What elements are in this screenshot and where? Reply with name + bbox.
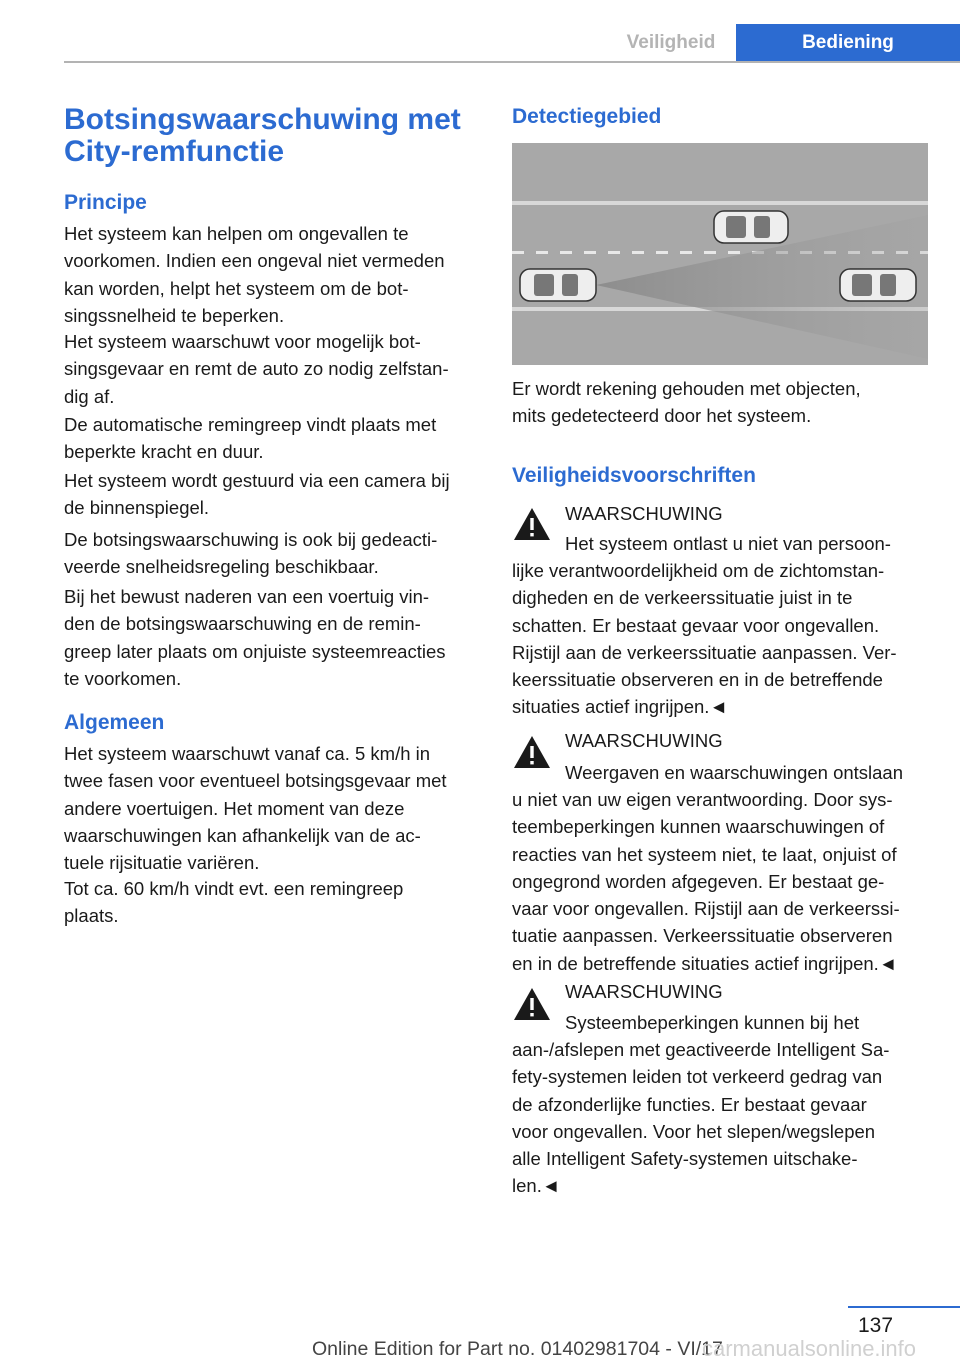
text-line: Bij het bewust naderen van een voertuig vin- xyxy=(64,586,430,607)
text-line: plaats. xyxy=(64,905,119,927)
header-divider xyxy=(64,61,960,63)
text-line: veerde snelheidsregeling beschikbaar. xyxy=(64,556,379,578)
text-line: digheden en de verkeerssituatie juist in te xyxy=(512,587,853,609)
paragraph-2 xyxy=(64,328,449,410)
warning-body xyxy=(512,557,897,721)
text-line: Tot ca. 60 km/h vindt evt. een remingreep xyxy=(64,878,404,899)
paragraph-algemeen-2 xyxy=(64,875,403,930)
text-line: Het systeem wordt gestuurd via een camera bij xyxy=(64,470,450,491)
text-line: Het systeem kan helpen om ongevallen te xyxy=(64,223,409,244)
text-line: beperkte kracht en duur. xyxy=(64,441,264,463)
text-line: en in de betreffende situaties actief ingrijpen.◄ xyxy=(512,952,898,974)
text-line: situaties actief ingrijpen.◄ xyxy=(512,696,728,718)
text-line: u niet van uw eigen verantwoording. Door sys- xyxy=(512,789,893,810)
edition-line: Online Edition for Part no. 01402981704 - VI/17 xyxy=(312,1338,723,1360)
text-line: andere voertuigen. Het moment van deze xyxy=(64,797,405,819)
page-header xyxy=(0,0,960,62)
paragraph-3 xyxy=(64,411,436,466)
footer-divider xyxy=(848,1306,960,1308)
section-tab-bediening[interactable]: Bediening xyxy=(736,24,960,62)
warning-title: WAARSCHUWING xyxy=(565,503,723,524)
text-line: tuele rijsituatie variëren. xyxy=(64,852,260,874)
warning-first-line: Weergaven en waarschuwingen ontslaan xyxy=(565,762,904,783)
text-line: reacties van het systeem niet, te laat, onjuist of xyxy=(512,843,897,865)
warning-title: WAARSCHUWING xyxy=(565,981,723,1002)
text-line: alle Intelligent Safety-systemen uitschake- xyxy=(512,1148,858,1170)
page-number: 137 xyxy=(858,1314,894,1337)
heading-algemeen: Algemeen xyxy=(64,711,165,734)
text-line: mits gedetecteerd door het systeem. xyxy=(512,405,812,427)
page-title-line2: City-remfunctie xyxy=(64,135,285,168)
text-line: kan worden, helpt het systeem om de bot- xyxy=(64,277,409,299)
warning-triangle-icon xyxy=(512,505,552,543)
text-line: waarschuwingen kan afhankelijk van de ac- xyxy=(64,824,421,846)
text-line: De automatische remingreep vindt plaats met xyxy=(64,414,437,435)
warning-first-line: Het systeem ontlast u niet van persoon- xyxy=(565,533,891,554)
heading-veiligheidsvoorschriften: Veiligheidsvoorschriften xyxy=(512,464,756,487)
text-line: Het systeem waarschuwt voor mogelijk bot- xyxy=(64,331,421,352)
text-line: ongegrond worden afgegeven. Er bestaat ge- xyxy=(512,870,885,892)
text-line: Het systeem waarschuwt vanaf ca. 5 km/h in xyxy=(64,743,431,764)
text-line: tuatie aanpassen. Verkeerssituatie observeren xyxy=(512,925,893,947)
text-line: len.◄ xyxy=(512,1175,561,1197)
text-line: lijke verantwoordelijkheid om de zichtomstan- xyxy=(512,560,885,581)
detection-area-figure xyxy=(512,143,928,365)
text-line: te voorkomen. xyxy=(64,667,182,689)
text-line: teembeperkingen kunnen waarschuwingen of xyxy=(512,816,885,838)
heading-detectiegebied: Detectiegebied xyxy=(512,105,662,128)
text-line: Er wordt rekening gehouden met objecten, xyxy=(512,378,861,399)
warning-body xyxy=(512,786,900,977)
warning-triangle-icon xyxy=(512,733,552,771)
text-line: greep later plaats om onjuiste systeemreacties xyxy=(64,640,446,662)
text-line: schatten. Er bestaat gevaar voor ongevallen. xyxy=(512,614,880,636)
text-line: de afzonderlijke functies. Er bestaat gevaar xyxy=(512,1093,867,1115)
text-line: De botsingswaarschuwing is ook bij gedeacti- xyxy=(64,529,438,550)
paragraph-6 xyxy=(64,583,446,692)
paragraph-principe xyxy=(64,220,445,329)
text-line: dig af. xyxy=(64,385,115,407)
road-illustration xyxy=(512,143,928,365)
text-line: de binnenspiegel. xyxy=(64,497,210,519)
paragraph-algemeen xyxy=(64,740,447,876)
text-line: voorkomen. Indien een ongeval niet vermeden xyxy=(64,250,445,272)
warning-title: WAARSCHUWING xyxy=(565,730,723,751)
page-title-line1: Botsingswaarschuwing met xyxy=(64,103,461,136)
text-line: twee fasen voor eventueel botsingsgevaar met xyxy=(64,770,447,792)
text-line: Rijstijl aan de verkeerssituatie aanpassen. Ver- xyxy=(512,641,897,663)
warning-triangle-icon xyxy=(512,985,552,1023)
text-line: singsgevaar en remt de auto zo nodig zelfstan- xyxy=(64,358,449,380)
text-line: vaar voor ongevallen. Rijstijl aan de verkeerssi- xyxy=(512,898,900,920)
heading-principe: Principe xyxy=(64,191,147,214)
figure-caption xyxy=(512,375,861,430)
section-tab-veiligheid[interactable]: Veiligheid xyxy=(626,32,716,53)
car-icon xyxy=(840,269,916,301)
warning-body xyxy=(512,1036,889,1200)
text-line: singssnelheid te beperken. xyxy=(64,304,285,326)
watermark: carmanualsonline.info xyxy=(702,1336,917,1361)
paragraph-5 xyxy=(64,526,437,581)
text-line: voor ongevallen. Voor het slepen/wegslepen xyxy=(512,1120,876,1142)
text-line: aan-/afslepen met geactiveerde Intelligent Sa- xyxy=(512,1039,890,1060)
car-icon xyxy=(520,269,596,301)
car-icon xyxy=(714,211,788,243)
paragraph-4 xyxy=(64,467,450,522)
text-line: fety-systemen leiden tot verkeerd gedrag van xyxy=(512,1066,883,1088)
text-line: keerssituatie observeren en in de betreffende xyxy=(512,669,883,691)
text-line: den de botsingswaarschuwing en de remin- xyxy=(64,613,421,635)
warning-first-line: Systeembeperkingen kunnen bij het xyxy=(565,1012,860,1033)
